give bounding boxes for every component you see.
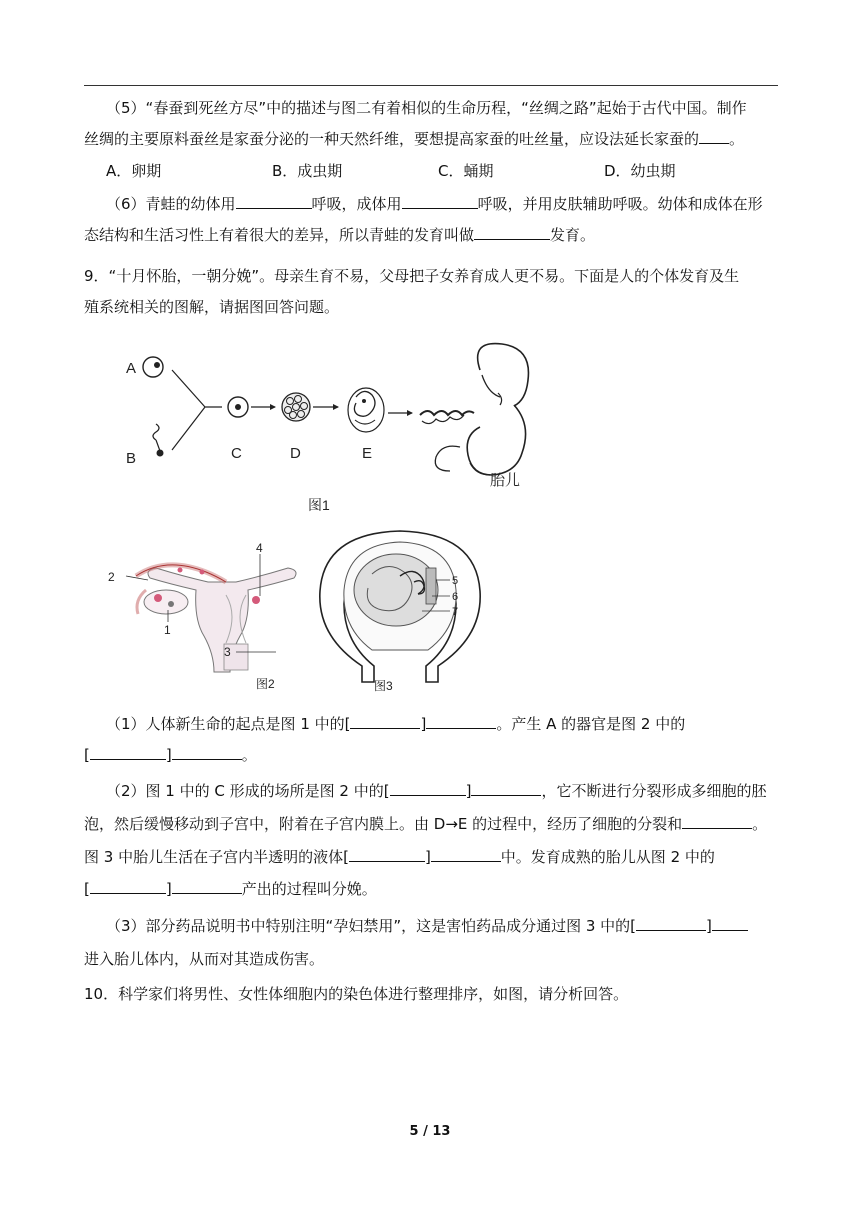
figure-2-female-reproductive-system bbox=[106, 540, 306, 695]
answer-blank[interactable] bbox=[636, 913, 706, 931]
q9-part3-cont: 进入胎儿体内，从而对其造成伤害。 bbox=[84, 950, 325, 968]
label-7: 7 bbox=[452, 606, 459, 618]
answer-blank[interactable] bbox=[426, 711, 496, 729]
sperm-b bbox=[153, 424, 164, 457]
answer-blank[interactable] bbox=[682, 811, 752, 829]
answer-blank[interactable] bbox=[350, 711, 420, 729]
label-4: 4 bbox=[256, 541, 263, 555]
label-6: 6 bbox=[452, 591, 459, 603]
answer-blank[interactable] bbox=[172, 876, 242, 894]
option-b[interactable]: B．成虫期 bbox=[272, 162, 343, 180]
option-c[interactable]: C．蛹期 bbox=[438, 162, 494, 180]
figure-1-development-diagram bbox=[110, 335, 550, 520]
answer-blank[interactable] bbox=[431, 844, 501, 862]
label-5: 5 bbox=[452, 575, 459, 587]
uterus-drawing bbox=[136, 565, 296, 672]
egg-a bbox=[143, 357, 163, 377]
answer-blank[interactable] bbox=[390, 778, 466, 796]
morula-d bbox=[282, 393, 310, 421]
answer-blank[interactable] bbox=[236, 191, 312, 209]
page-number: 5 / 13 bbox=[409, 1124, 451, 1139]
answer-blank[interactable] bbox=[172, 742, 242, 760]
label-d: D bbox=[290, 445, 301, 462]
option-d[interactable]: D．幼虫期 bbox=[604, 162, 676, 180]
answer-blank[interactable] bbox=[349, 844, 425, 862]
q8-part5: （5）“春蚕到死丝方尽”中的描述与图二有着相似的生命历程，“丝绸之路”起始于古代中国。制作 丝绸的主要原料蚕丝是家蚕分泌的一种天然纤维，要想提高家蚕的吐丝量，应设法延长家蚕的 。 bbox=[84, 99, 747, 148]
q10-text: 10．科学家们将男性、女性体细胞内的染色体进行整理排序，如图，请分析回答。 bbox=[84, 985, 629, 1003]
fetus-drawing bbox=[420, 344, 528, 475]
label-a: A bbox=[126, 360, 137, 377]
q9-part2-line2: 泡，然后缓慢移动到子宫中，附着在子宫内膜上。由 D→E 的过程中，经历了细胞的分裂和 。 bbox=[84, 809, 780, 840]
figure-1-caption: 图1 bbox=[308, 497, 330, 513]
label-c: C bbox=[231, 445, 242, 462]
q8-part6: （6）青蛙的幼体用 呼吸，成体用 呼吸，并用皮肤辅助呼吸。幼体和成体在形 态结构和生活习性上有着很大的差异，所以青蛙的发育叫做 发育。 bbox=[84, 189, 780, 251]
label-b: B bbox=[126, 450, 137, 467]
label-2: 2 bbox=[108, 570, 115, 584]
embryo-e bbox=[348, 388, 384, 432]
option-a[interactable]: A．卵期 bbox=[106, 162, 162, 180]
figure-3-fetus-in-uterus bbox=[314, 528, 494, 693]
label-3: 3 bbox=[224, 645, 231, 659]
answer-blank[interactable] bbox=[471, 778, 541, 796]
answer-blank[interactable] bbox=[90, 876, 166, 894]
q9-part3: （3）部分药品说明书中特别注明“孕妇禁用”，这是害怕药品成分通过图 3 中的[ ] bbox=[84, 911, 780, 942]
answer-blank[interactable] bbox=[402, 191, 478, 209]
fusion-lines bbox=[172, 370, 222, 450]
q9-part1: （1）人体新生命的起点是图 1 中的[ ] 。产生 A 的器官是图 2 中的 bbox=[84, 709, 780, 740]
header-rule bbox=[84, 85, 778, 86]
q9-part2-line4: [ ] 产出的过程叫分娩。 bbox=[84, 874, 780, 905]
q9-part2: （2）图 1 中的 C 形成的场所是图 2 中的[ ] ，它不断进行分裂形成多细胞的胚 bbox=[84, 776, 780, 807]
q9-intro: 9．“十月怀胎，一朝分娩”。母亲生育不易，父母把子女养育成人更不易。下面是人的个体发育及生 殖系统相关的图解，请据图回答问题。 bbox=[84, 267, 740, 316]
zygote-c bbox=[228, 397, 248, 417]
q8-options bbox=[106, 157, 786, 185]
answer-blank[interactable] bbox=[712, 913, 748, 931]
label-1: 1 bbox=[164, 623, 171, 637]
figure-2-caption: 图2 bbox=[256, 677, 275, 691]
answer-blank[interactable] bbox=[474, 222, 550, 240]
fetus-label: 胎儿 bbox=[490, 472, 521, 489]
answer-blank[interactable] bbox=[699, 126, 729, 144]
label-e: E bbox=[362, 445, 373, 462]
q9-part2-line3: 图 3 中胎儿生活在子宫内半透明的液体[ ] 中。发育成熟的胎儿从图 2 中的 bbox=[84, 842, 780, 873]
figure-3-caption: 图3 bbox=[374, 679, 393, 693]
q9-part1-cont: [ ] 。 bbox=[84, 740, 780, 771]
answer-blank[interactable] bbox=[90, 742, 166, 760]
